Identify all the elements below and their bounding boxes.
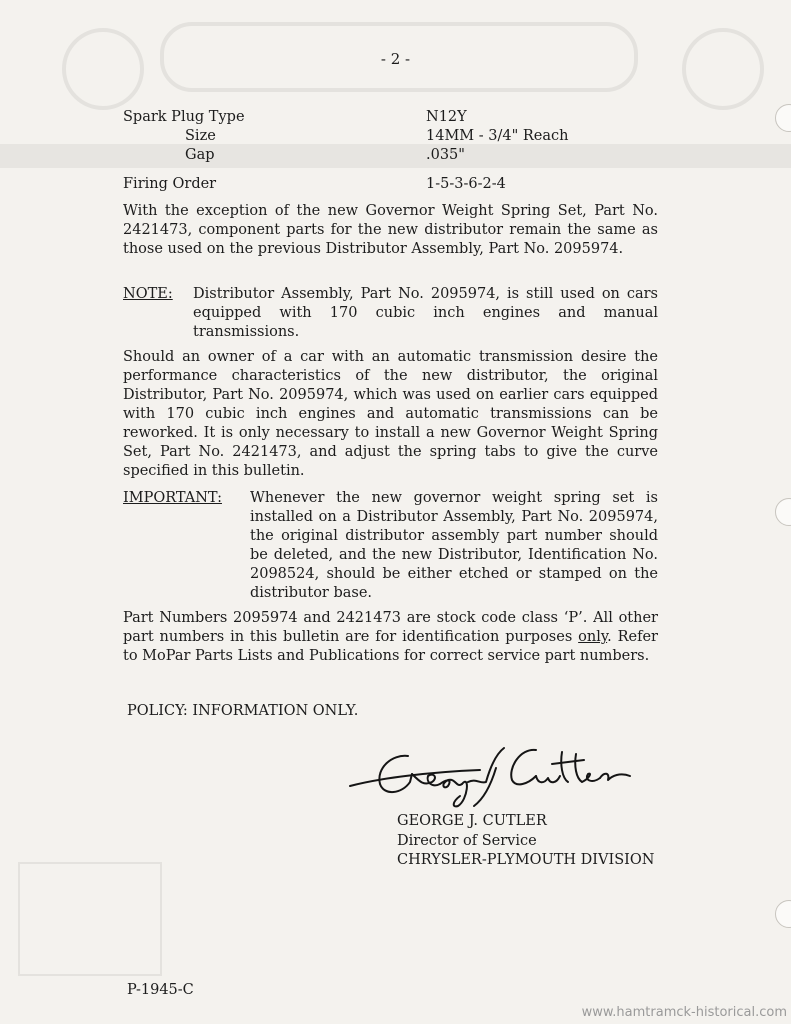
part-numbers-text: Part Numbers 2095974 and 2421473 are stock code class ‘P’. All other part numbers in this bulletin are for identification purposes [123,610,658,645]
paragraph-owner: Should an owner of a car with an automatic transmission desire the performance characteristics of the new distributor, the original Distributor, Part No. 2095974, which was used on earlier cars equipped with 170 cubic inch engines and automatic transmissions can be reworked. It is only necessary to install a new Governor Weight Spring Set, Part No. 2421473, and adjust the spring tabs to give the curve specified in this bulletin. [123,349,658,479]
bulletin-code: P-1945-C [127,982,194,998]
page-number: - 2 - [380,50,411,68]
gap-label: Gap [185,147,215,163]
signatory-title: Director of Service [397,832,537,849]
signatory-division: CHRYSLER-PLYMOUTH DIVISION [397,852,655,868]
size-label: Size [185,128,216,144]
spark-plug-type-label: Spark Plug Type [123,109,245,125]
binder-hole-middle [775,498,791,526]
part-numbers-text-end: . Refer to MoPar Parts Lists and Publications for correct service part numbers. [123,629,658,664]
firing-order-label: Firing Order [123,176,217,192]
paragraph-exception: With the exception of the new Governor Weight Spring Set, Part No. 2421473, component parts for the new distributor remain the same as those used on the previous Distributor Assembly, Part No. 2095974. [123,203,658,257]
gap-value: .035" [426,147,465,163]
handwritten-signature [340,738,640,818]
signature-block [397,812,654,871]
bleed-through-stripe [0,144,791,168]
firing-order-value: 1-5-3-6-2-4 [426,176,506,192]
binder-hole-top [775,104,791,132]
binder-hole-bottom [775,900,791,928]
signatory-name: GEORGE J. CUTLER [397,813,547,829]
bleed-through-table [18,862,162,976]
spark-plug-type-value: N12Y [426,109,467,125]
bleed-through-seal-left [62,28,144,110]
important-label: IMPORTANT: [123,490,222,506]
bleed-through-seal-right [682,28,764,110]
size-value: 14MM - 3/4" Reach [426,128,569,144]
important-text: Whenever the new governor weight spring set is installed on a Distributor Assembly, Part No. 2095974, the original distributor assembly part number should be deleted, and the new Distributor, Identification No. 2098524, should be either etched or stamped on the distributor base. [250,490,658,601]
paragraph-part-numbers [123,609,658,666]
policy-line: POLICY: INFORMATION ONLY. [127,703,359,719]
source-watermark: www.hamtramck-historical.com [581,1005,787,1020]
note-label: NOTE: [123,286,173,302]
only-emphasis: only [578,629,608,645]
note-text: Distributor Assembly, Part No. 2095974, is still used on cars equipped with 170 cubic inch engines and manual transmissions. [193,286,658,340]
